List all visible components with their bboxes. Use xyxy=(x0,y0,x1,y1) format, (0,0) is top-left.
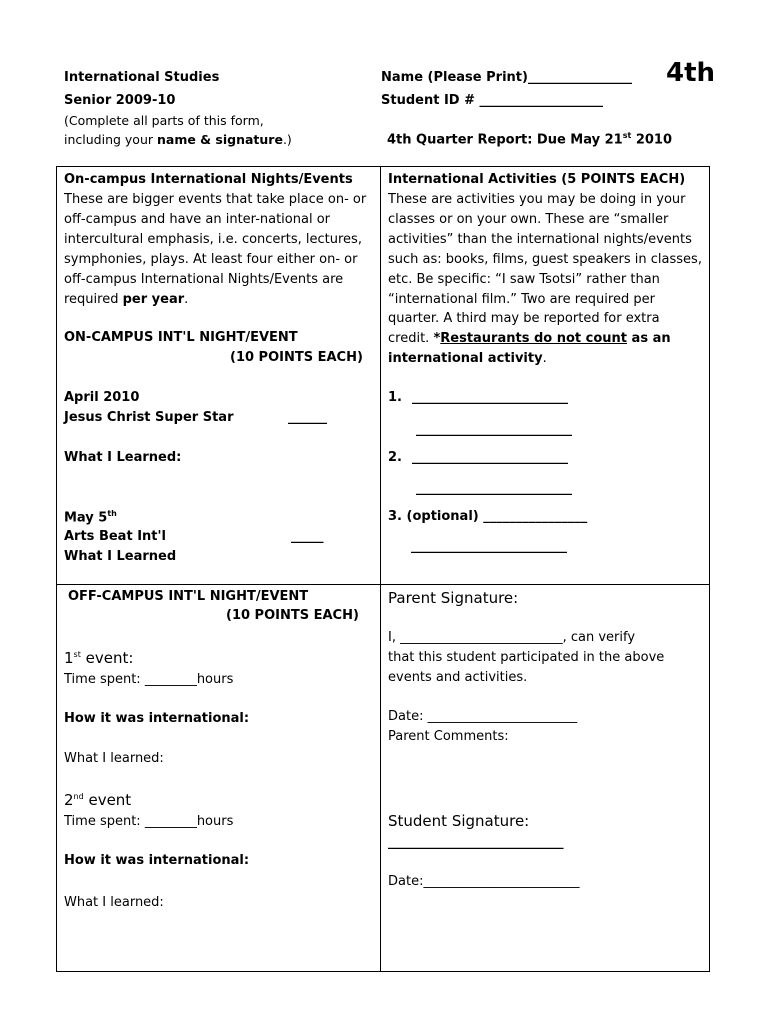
oncampus-section-points: (10 POINTS EACH) xyxy=(230,350,363,365)
oncampus-desc-3: intercultural emphasis, i.e. concerts, lectures, xyxy=(64,232,362,247)
activity-item-3-line2[interactable]: ________________________ xyxy=(411,539,567,554)
offcampus-event1-how: How it was international: xyxy=(64,711,250,726)
offcampus-event2-learned: What I learned: xyxy=(64,895,164,910)
activities-desc-4: such as: books, films, guest speakers in classes, xyxy=(388,252,702,267)
student-signature-blank[interactable]: ___________________________ xyxy=(388,835,564,850)
activities-desc-1: These are activities you may be doing in your xyxy=(388,192,686,207)
activities-desc-7: quarter. A third may be reported for extra xyxy=(388,311,660,326)
activities-desc-9: international activity. xyxy=(388,351,547,366)
event1-learned-label: What I Learned: xyxy=(64,450,182,465)
event2-points-blank[interactable]: _____ xyxy=(291,529,324,544)
activities-heading: International Activities (5 POINTS EACH) xyxy=(388,172,686,187)
activities-desc-2: classes or on your own. These are “smaller xyxy=(388,212,669,227)
event1-date: April 2010 xyxy=(64,390,140,405)
offcampus-section-title: OFF-CAMPUS INT'L NIGHT/EVENT xyxy=(68,589,309,604)
event2-date: May 5th xyxy=(64,509,117,526)
parent-signature-label: Parent Signature: xyxy=(388,589,519,607)
course-title: International Studies xyxy=(64,70,220,85)
offcampus-event2-label: 2nd event xyxy=(64,791,132,809)
oncampus-desc-1: These are bigger events that take place on- or xyxy=(64,192,367,207)
quarter-badge: 4th xyxy=(666,58,716,88)
student-signature-label: Student Signature: xyxy=(388,812,530,830)
oncampus-desc-2: off-campus and have an inter-national or xyxy=(64,212,330,227)
report-due-label: 4th Quarter Report: Due May 21st 2010 xyxy=(387,131,673,148)
oncampus-desc-4: symphonies, plays. At least four either on- or xyxy=(64,252,358,267)
offcampus-event1-time[interactable]: Time spent: ________hours xyxy=(64,672,234,687)
student-id-field[interactable]: Student ID # ___________________ xyxy=(381,93,604,108)
offcampus-event2-time[interactable]: Time spent: ________hours xyxy=(64,814,234,829)
offcampus-event1-learned: What I learned: xyxy=(64,751,164,766)
event1-points-blank[interactable]: ______ xyxy=(288,410,327,425)
instruction-line2: including your name & signature.) xyxy=(64,132,292,147)
activity-item-1-line2[interactable]: ________________________ xyxy=(416,422,572,437)
activity-item-2-line2[interactable]: ________________________ xyxy=(416,481,572,496)
term-label: Senior 2009-10 xyxy=(64,93,176,108)
oncampus-desc-6: required per year. xyxy=(64,292,189,307)
activity-item-3[interactable]: 3. (optional) ________________ xyxy=(388,509,588,524)
offcampus-event2-how: How it was international: xyxy=(64,853,250,868)
event2-learned-label: What I Learned xyxy=(64,549,177,564)
instruction-line1: (Complete all parts of this form, xyxy=(64,113,264,128)
table-divider-vertical xyxy=(380,166,381,972)
activities-desc-5: etc. Be specific: “I saw Tsotsi” rather than xyxy=(388,272,660,287)
parent-date-field[interactable]: Date: _______________________ xyxy=(388,709,578,724)
name-field[interactable]: Name (Please Print)________________ xyxy=(381,70,632,85)
oncampus-section-title: ON-CAMPUS INT'L NIGHT/EVENT xyxy=(64,330,298,345)
parent-verify-line3: events and activities. xyxy=(388,670,528,685)
event1-name: Jesus Christ Super Star xyxy=(64,410,234,425)
offcampus-section-points: (10 POINTS EACH) xyxy=(226,608,359,623)
event2-name: Arts Beat Int'l xyxy=(64,529,166,544)
parent-verify-line1[interactable]: I, _________________________, can verify xyxy=(388,630,636,645)
activities-desc-8: credit. *Restaurants do not count as an xyxy=(388,331,671,346)
activity-item-1[interactable]: 1. ________________________ xyxy=(388,390,568,405)
student-date-field[interactable]: Date:________________________ xyxy=(388,874,580,889)
activity-item-2[interactable]: 2. ________________________ xyxy=(388,450,568,465)
activities-desc-3: activities” than the international nights/events xyxy=(388,232,692,247)
offcampus-event1-label: 1st event: xyxy=(64,649,134,667)
activities-desc-6: “international film.” Two are required per xyxy=(388,292,655,307)
parent-verify-line2: that this student participated in the above xyxy=(388,650,665,665)
oncampus-heading: On-campus International Nights/Events xyxy=(64,172,353,187)
parent-comments-label: Parent Comments: xyxy=(388,729,509,744)
table-divider-horizontal xyxy=(56,584,710,585)
oncampus-desc-5: off-campus International Nights/Events are xyxy=(64,272,344,287)
